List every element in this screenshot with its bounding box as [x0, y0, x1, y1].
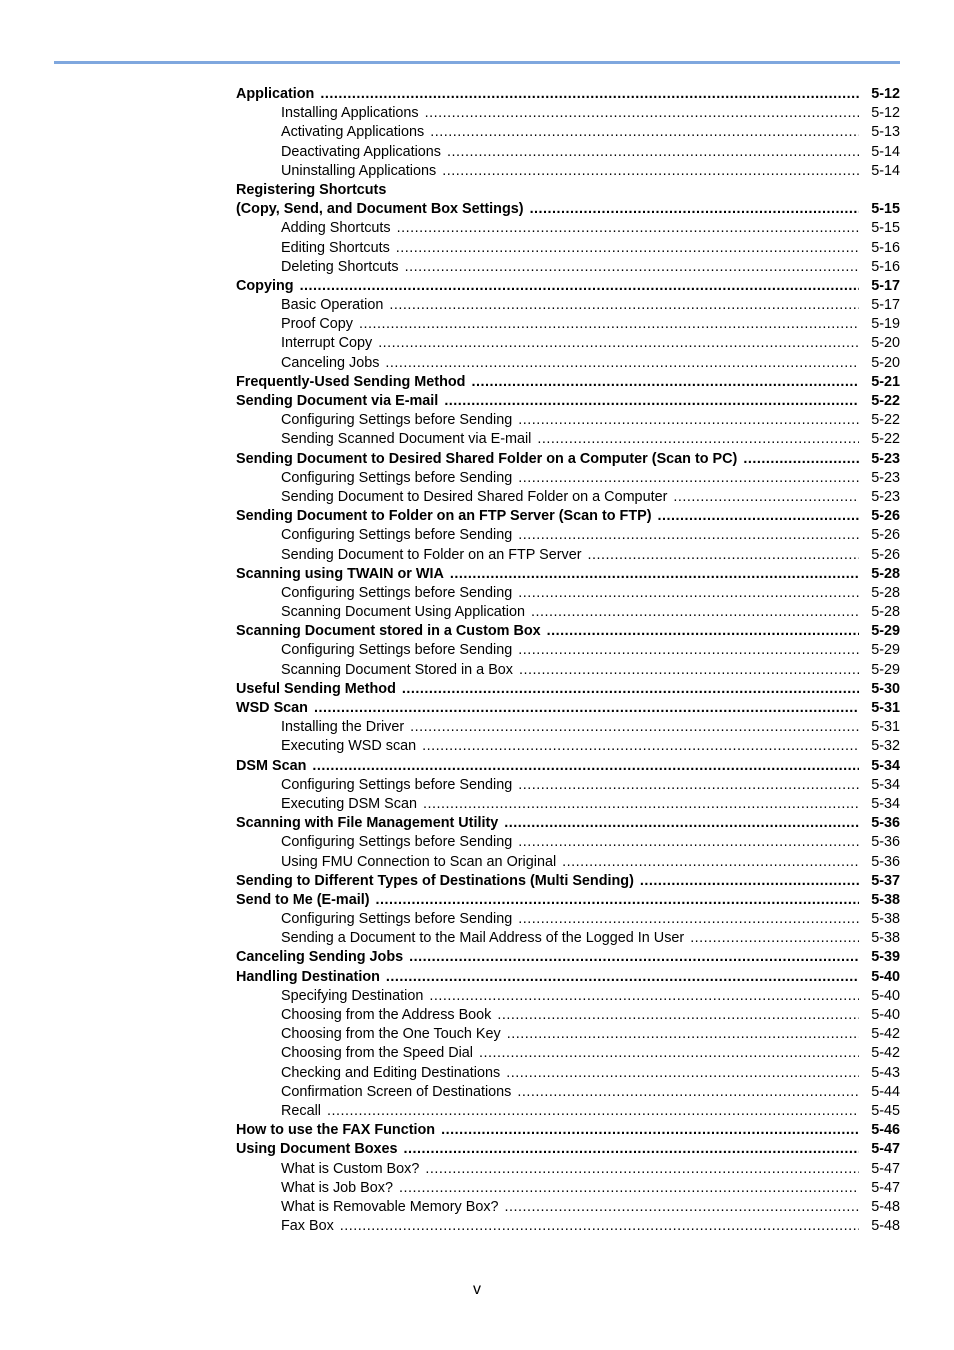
toc-entry-title: Choosing from the Speed Dial: [281, 1045, 473, 1062]
toc-subsection-entry[interactable]: [236, 1083, 900, 1102]
toc-entry-title: Scanning Document stored in a Custom Box: [236, 623, 541, 640]
dot-leader: [386, 968, 859, 987]
toc-entry-title: Scanning Document Using Application: [281, 604, 525, 621]
toc-subsection-entry[interactable]: [236, 1064, 900, 1083]
toc-entry-page: 5-38: [871, 930, 900, 947]
toc-entry-page: 5-26: [871, 508, 900, 525]
dot-leader: [425, 1160, 859, 1179]
dot-leader: [423, 795, 859, 814]
dot-leader: [389, 296, 859, 315]
toc-section-entry[interactable]: [236, 757, 900, 776]
toc-entry-page: 5-17: [871, 297, 900, 314]
toc-entry-title: Fax Box: [281, 1218, 334, 1235]
toc-entry-page: 5-36: [871, 815, 900, 832]
toc-subsection-entry[interactable]: [236, 603, 900, 622]
toc-entry-title: Configuring Settings before Sending: [281, 469, 513, 486]
toc-entry-title: Sending Scanned Document via E-mail: [281, 431, 532, 448]
dot-leader: [504, 814, 859, 833]
dot-leader: [640, 872, 859, 891]
toc-subsection-entry[interactable]: [236, 661, 900, 680]
toc-entry-title: Application: [236, 86, 315, 102]
toc-subsection-entry[interactable]: [236, 1179, 900, 1198]
toc-entry-page: 5-42: [871, 1026, 900, 1043]
dot-leader: [314, 699, 859, 718]
toc-subsection-entry[interactable]: [236, 718, 900, 737]
dot-leader: [396, 239, 859, 258]
toc-entry-page: 5-28: [871, 565, 900, 582]
toc-entry-page: 5-15: [871, 201, 900, 218]
toc-entry-title: Canceling Jobs: [281, 354, 380, 371]
toc-subsection-entry[interactable]: [236, 104, 900, 123]
toc-entry-title: How to use the FAX Function: [236, 1122, 436, 1139]
toc-entry-page: 5-39: [871, 949, 900, 966]
toc-subsection-entry[interactable]: [236, 1198, 900, 1217]
toc-entry-title: Basic Operation: [281, 297, 384, 314]
toc-entry-title: Editing Shortcuts: [281, 239, 390, 256]
toc-subsection-entry[interactable]: [236, 1044, 900, 1063]
toc-entry-title: Recall: [281, 1102, 321, 1119]
toc-entry-title: (Copy, Send, and Document Box Settings): [236, 201, 524, 218]
dot-leader: [518, 776, 859, 795]
toc-entry-page: 5-29: [871, 642, 900, 659]
dot-leader: [497, 1006, 859, 1025]
dot-leader: [505, 1198, 859, 1217]
toc-entry-page: 5-32: [871, 738, 900, 755]
toc-entry-page: 5-45: [871, 1102, 900, 1119]
toc-entry-title: Send to Me (E-mail): [236, 891, 370, 908]
dot-leader: [312, 757, 859, 776]
toc-entry-title: Sending to Different Types of Destinations (Multi Sending): [236, 872, 634, 889]
toc-subsection-entry[interactable]: [236, 354, 900, 373]
toc-entry-title: Scanning Document Stored in a Box: [281, 661, 513, 678]
toc-entry-title: Uninstalling Applications: [281, 162, 437, 179]
toc-section-entry[interactable]: [236, 507, 900, 526]
toc-entry-page: 5-40: [871, 987, 900, 1004]
toc-entry-title: Useful Sending Method: [236, 680, 396, 697]
toc-entry-page: 5-12: [871, 86, 900, 102]
toc-subsection-entry[interactable]: [236, 546, 900, 565]
toc-section-entry[interactable]: [236, 699, 900, 718]
toc-subsection-entry[interactable]: [236, 795, 900, 814]
toc-entry-page: 5-28: [871, 604, 900, 621]
toc-subsection-entry[interactable]: [236, 430, 900, 449]
toc-entry-title: Handling Destination: [236, 968, 380, 985]
toc-entry-page: 5-34: [871, 795, 900, 812]
toc-section-entry[interactable]: [236, 814, 900, 833]
dot-leader: [397, 219, 859, 238]
dot-leader: [673, 488, 859, 507]
toc-entry-title: Interrupt Copy: [281, 335, 373, 352]
toc-entry-page: 5-15: [871, 220, 900, 237]
dot-leader: [402, 680, 859, 699]
toc-subsection-entry[interactable]: [236, 737, 900, 756]
toc-entry-title: Configuring Settings before Sending: [281, 642, 513, 659]
toc-subsection-entry[interactable]: [236, 853, 900, 872]
toc-section-entry[interactable]: [236, 565, 900, 584]
toc-entry-title: Activating Applications: [281, 124, 425, 141]
toc-entry-page: 5-14: [871, 162, 900, 179]
dot-leader: [690, 929, 859, 948]
toc-entry-title: Scanning with File Management Utility: [236, 815, 499, 832]
toc-entry-title: Using Document Boxes: [236, 1141, 398, 1158]
table-of-contents: [236, 85, 900, 1236]
toc-section-entry[interactable]: [236, 373, 900, 392]
toc-entry-page: 5-37: [871, 872, 900, 889]
toc-entry-page: 5-47: [871, 1160, 900, 1177]
toc-subsection-entry[interactable]: [236, 910, 900, 929]
toc-entry-page: 5-23: [871, 469, 900, 486]
toc-entry-page: 5-48: [871, 1198, 900, 1215]
dot-leader: [743, 450, 859, 469]
toc-entry-title: Executing WSD scan: [281, 738, 417, 755]
toc-entry-title: Sending Document to Desired Shared Folder on a Computer (Scan to PC): [236, 450, 738, 467]
dot-leader: [471, 373, 859, 392]
toc-entry-title: Copying: [236, 277, 294, 294]
toc-entry-page: 5-38: [871, 891, 900, 908]
dot-leader: [562, 853, 859, 872]
dot-leader: [385, 354, 859, 373]
toc-subsection-entry[interactable]: [236, 1160, 900, 1179]
toc-entry-page: 5-26: [871, 527, 900, 544]
toc-section-entry[interactable]: [236, 277, 900, 296]
dot-leader: [320, 85, 859, 104]
toc-entry-page: 5-31: [871, 719, 900, 736]
dot-leader: [399, 1179, 859, 1198]
dot-leader: [479, 1044, 859, 1063]
dot-leader: [429, 987, 859, 1006]
dot-leader: [378, 334, 859, 353]
toc-entry-page: 5-26: [871, 546, 900, 563]
toc-entry-page: 5-43: [871, 1064, 900, 1081]
toc-entry-page: 5-36: [871, 853, 900, 870]
toc-subsection-entry[interactable]: [236, 776, 900, 795]
toc-entry-title: Configuring Settings before Sending: [281, 776, 513, 793]
dot-leader: [444, 392, 859, 411]
dot-leader: [404, 1140, 859, 1159]
toc-entry-page: 5-20: [871, 335, 900, 352]
toc-entry-title: Configuring Settings before Sending: [281, 412, 513, 429]
toc-subsection-entry[interactable]: [236, 584, 900, 603]
dot-leader: [409, 948, 859, 967]
toc-section-entry[interactable]: [236, 1140, 900, 1159]
toc-subsection-entry[interactable]: [236, 162, 900, 181]
toc-entry-page: 5-23: [871, 488, 900, 505]
toc-entry-page: 5-13: [871, 124, 900, 141]
toc-entry-page: 5-34: [871, 776, 900, 793]
toc-entry-page: 5-16: [871, 258, 900, 275]
toc-entry-page: 5-36: [871, 834, 900, 851]
toc-entry-title: Checking and Editing Destinations: [281, 1064, 501, 1081]
toc-subsection-entry[interactable]: [236, 987, 900, 1006]
toc-subsection-entry[interactable]: [236, 258, 900, 277]
toc-entry-title: Adding Shortcuts: [281, 220, 391, 237]
toc-section-entry[interactable]: [236, 968, 900, 987]
toc-subsection-entry[interactable]: [236, 488, 900, 507]
toc-subsection-entry[interactable]: [236, 1025, 900, 1044]
toc-entry-title: Specifying Destination: [281, 987, 424, 1004]
toc-section-entry[interactable]: [236, 85, 900, 104]
toc-entry-title: Executing DSM Scan: [281, 795, 417, 812]
toc-subsection-entry[interactable]: [236, 315, 900, 334]
toc-section-entry[interactable]: [236, 1121, 900, 1140]
toc-entry-page: 5-29: [871, 661, 900, 678]
toc-entry-page: 5-23: [871, 450, 900, 467]
toc-subsection-entry[interactable]: [236, 526, 900, 545]
dot-leader: [450, 565, 859, 584]
toc-subsection-entry[interactable]: [236, 1102, 900, 1121]
toc-section-entry[interactable]: [236, 450, 900, 469]
toc-entry-page: 5-30: [871, 680, 900, 697]
dot-leader: [519, 661, 859, 680]
page-number: v: [473, 1281, 481, 1298]
toc-entry-title: Sending Document to Folder on an FTP Server (Scan to FTP): [236, 508, 652, 525]
dot-leader: [506, 1064, 859, 1083]
dot-leader: [425, 104, 859, 123]
dot-leader: [658, 507, 859, 526]
toc-entry-title: Canceling Sending Jobs: [236, 949, 404, 966]
toc-section-entry[interactable]: [236, 622, 900, 641]
dot-leader: [518, 411, 859, 430]
dot-leader: [340, 1217, 859, 1236]
toc-entry-page: 5-22: [871, 431, 900, 448]
toc-subsection-entry[interactable]: [236, 1006, 900, 1025]
toc-subsection-entry[interactable]: [236, 469, 900, 488]
toc-entry-page: 5-17: [871, 277, 900, 294]
dot-leader: [531, 603, 859, 622]
dot-leader: [441, 1121, 859, 1140]
toc-entry-page: 5-38: [871, 911, 900, 928]
toc-subsection-entry[interactable]: [236, 296, 900, 315]
toc-subsection-entry[interactable]: [236, 219, 900, 238]
toc-entry-title: What is Job Box?: [281, 1179, 393, 1196]
toc-entry-title: Configuring Settings before Sending: [281, 527, 513, 544]
toc-heading[interactable]: [236, 181, 900, 200]
dot-leader: [518, 641, 859, 660]
dot-leader: [518, 584, 859, 603]
toc-entry-title: Sending Document to Desired Shared Folder on a Computer: [281, 488, 668, 505]
toc-subsection-entry[interactable]: [236, 123, 900, 142]
toc-entry-title: Configuring Settings before Sending: [281, 834, 513, 851]
dot-leader: [547, 622, 859, 641]
dot-leader: [442, 162, 859, 181]
dot-leader: [327, 1102, 859, 1121]
toc-subsection-entry[interactable]: [236, 1217, 900, 1236]
toc-entry-page: 5-44: [871, 1083, 900, 1100]
toc-entry-title: Deactivating Applications: [281, 143, 441, 160]
toc-entry-title: What is Removable Memory Box?: [281, 1198, 499, 1215]
toc-entry-title: Configuring Settings before Sending: [281, 911, 513, 928]
toc-subsection-entry[interactable]: [236, 411, 900, 430]
dot-leader: [300, 277, 859, 296]
toc-entry-title: Choosing from the One Touch Key: [281, 1026, 501, 1043]
dot-leader: [405, 258, 859, 277]
toc-entry-page: 5-22: [871, 412, 900, 429]
toc-entry-title: Installing Applications: [281, 105, 419, 122]
dot-leader: [588, 546, 860, 565]
toc-entry-page: 5-28: [871, 584, 900, 601]
toc-entry-page: 5-47: [871, 1141, 900, 1158]
toc-subsection-entry[interactable]: [236, 929, 900, 948]
toc-entry-title: Deleting Shortcuts: [281, 258, 399, 275]
toc-entry-title: Sending a Document to the Mail Address of the Logged In User: [281, 930, 685, 947]
toc-entry-page: 5-29: [871, 623, 900, 640]
toc-entry-page: 5-34: [871, 757, 900, 774]
toc-entry-page: 5-47: [871, 1179, 900, 1196]
toc-subsection-entry[interactable]: [236, 334, 900, 353]
toc-entry-page: 5-22: [871, 393, 900, 409]
toc-subsection-entry[interactable]: [236, 833, 900, 852]
toc-entry-title: Scanning using TWAIN or WIA: [236, 565, 444, 582]
toc-entry-title: Configuring Settings before Sending: [281, 584, 513, 601]
toc-entry-page: 5-20: [871, 354, 900, 371]
dot-leader: [518, 833, 859, 852]
toc-subsection-entry[interactable]: [236, 143, 900, 162]
dot-leader: [517, 1083, 859, 1102]
toc-section-entry[interactable]: [236, 891, 900, 910]
toc-entry-title: Using FMU Connection to Scan an Original: [281, 853, 557, 870]
toc-entry-page: 5-12: [871, 105, 900, 122]
toc-entry-page: 5-40: [871, 968, 900, 985]
toc-entry-title: Frequently-Used Sending Method: [236, 373, 466, 390]
dot-leader: [359, 315, 859, 334]
toc-entry-page: 5-16: [871, 239, 900, 256]
toc-entry-page: 5-14: [871, 143, 900, 160]
toc-entry-title: Choosing from the Address Book: [281, 1007, 492, 1023]
toc-entry-title: Sending Document via E-mail: [236, 393, 439, 409]
dot-leader: [410, 718, 859, 737]
toc-section-entry[interactable]: [236, 872, 900, 891]
dot-leader: [430, 123, 859, 142]
toc-entry-title: Registering Shortcuts: [236, 181, 387, 198]
toc-entry-title: Sending Document to Folder on an FTP Server: [281, 546, 582, 563]
dot-leader: [422, 737, 859, 756]
dot-leader: [518, 910, 859, 929]
toc-section-entry[interactable]: [236, 200, 900, 219]
toc-entry-title: Confirmation Screen of Destinations: [281, 1083, 512, 1100]
toc-entry-title: What is Custom Box?: [281, 1160, 420, 1177]
toc-subsection-entry[interactable]: [236, 239, 900, 258]
header-rule: [54, 61, 900, 64]
toc-entry-title: WSD Scan: [236, 700, 308, 716]
dot-leader: [376, 891, 859, 910]
dot-leader: [518, 469, 859, 488]
dot-leader: [537, 430, 859, 449]
toc-entry-page: 5-21: [871, 373, 900, 390]
dot-leader: [507, 1025, 859, 1044]
toc-entry-page: 5-48: [871, 1218, 900, 1235]
toc-entry-page: 5-42: [871, 1045, 900, 1062]
toc-entry-page: 5-40: [871, 1007, 900, 1023]
dot-leader: [447, 143, 859, 162]
toc-entry-page: 5-31: [871, 700, 900, 716]
toc-section-entry[interactable]: [236, 948, 900, 967]
toc-section-entry[interactable]: [236, 392, 900, 411]
dot-leader: [530, 200, 859, 219]
toc-subsection-entry[interactable]: [236, 641, 900, 660]
toc-entry-page: 5-46: [871, 1122, 900, 1139]
toc-entry-title: Proof Copy: [281, 316, 353, 333]
toc-section-entry[interactable]: [236, 680, 900, 699]
toc-entry-title: DSM Scan: [236, 757, 307, 774]
dot-leader: [518, 526, 859, 545]
toc-entry-page: 5-19: [871, 316, 900, 333]
toc-entry-title: Installing the Driver: [281, 719, 405, 736]
